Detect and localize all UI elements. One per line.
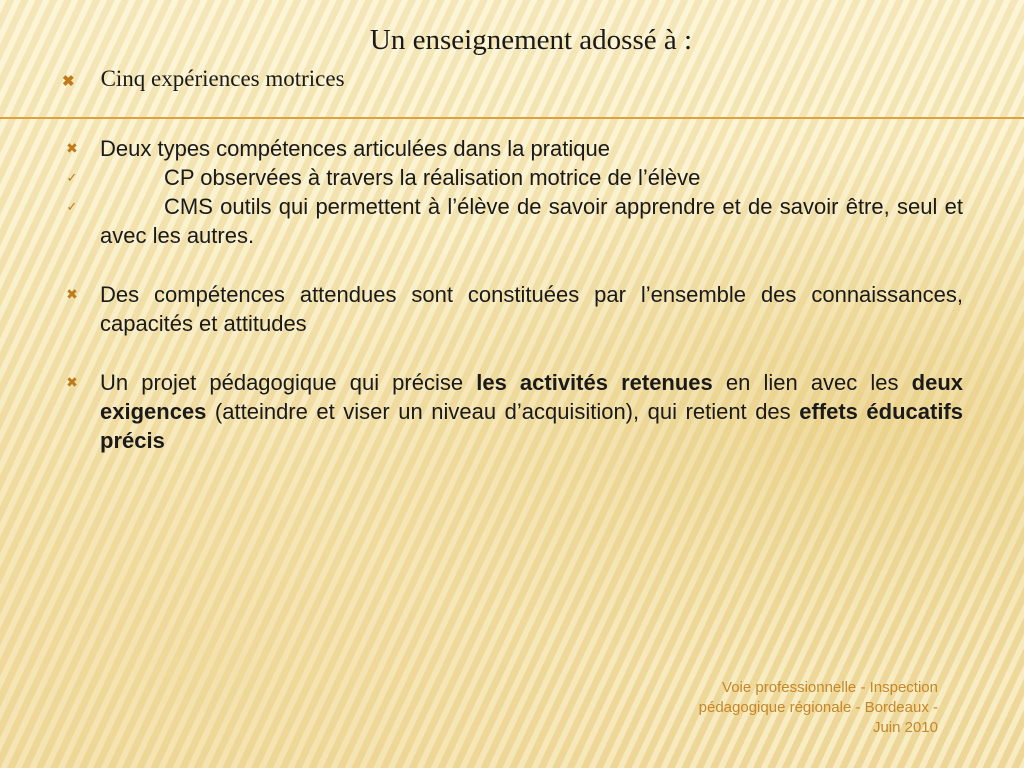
cross-bullet-icon: ✖ [66, 286, 78, 302]
sub-bullet-item [62, 163, 963, 192]
footer-line: Voie professionnelle - Inspection [722, 679, 938, 696]
bullet-item [62, 134, 963, 163]
slide-content [62, 134, 963, 455]
emphasis-text: effets éducatifs précis [100, 399, 963, 453]
slide-footer [618, 678, 938, 738]
sub-bullet-text: CP observées à travers la réalisation motrice de l’élève [164, 165, 701, 190]
cross-bullet-icon: ✖ [62, 73, 75, 90]
sub-bullet-text: CMS outils qui permettent à l’élève de savoir apprendre et de savoir être, seul et avec les autres. [100, 194, 963, 248]
checkmark-bullet-icon: ✓ [66, 170, 78, 185]
bullet-text: Des compétences attendues sont constituées par l’ensemble des connaissances, capacités et attitudes [100, 282, 963, 336]
footer-line: pédagogique régionale - Bordeaux - [698, 699, 938, 716]
emphasis-text: les activités retenues [476, 370, 713, 395]
title-divider [0, 117, 1024, 119]
subtitle-row [62, 66, 962, 92]
checkmark-bullet-icon: ✓ [66, 199, 78, 214]
cross-bullet-icon: ✖ [66, 140, 78, 156]
sub-bullet-item [62, 192, 963, 250]
bullet-text-part: Un projet pédagogique qui précise [100, 370, 477, 395]
bullet-text-part: (atteindre et viser un niveau d’acquisition), qui retient des [206, 399, 800, 424]
bullet-text: Deux types compétences articulées dans la pratique [100, 136, 610, 161]
emphasis-text: deux exigences [100, 370, 963, 424]
bullet-item [62, 280, 963, 338]
cross-bullet-icon: ✖ [66, 374, 78, 390]
footer-line: Juin 2010 [872, 719, 938, 736]
slide-subtitle: Cinq expériences motrices [100, 66, 345, 91]
slide-title: Un enseignement adossé à : [369, 24, 693, 56]
bullet-text-part: en lien avec les [712, 370, 912, 395]
bullet-item [62, 368, 963, 455]
